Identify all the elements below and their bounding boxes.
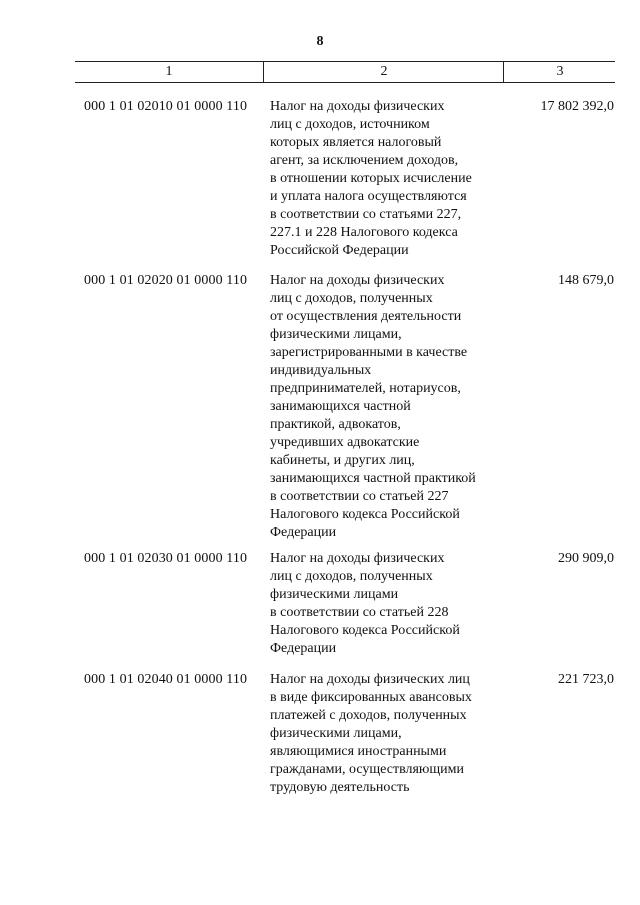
description-line: индивидуальных	[270, 363, 372, 378]
table-header	[75, 61, 615, 83]
description-line: Налогового кодекса Российской	[270, 507, 460, 522]
column-header-2: 2	[263, 62, 504, 82]
description-line: физическими лицами,	[270, 726, 402, 741]
description-line: Налог на доходы физических	[270, 551, 445, 566]
row-code: 000 1 01 02030 01 0000 110	[84, 551, 248, 566]
description-line: Федерации	[270, 641, 337, 656]
description-line: трудовую деятельность	[270, 780, 410, 795]
description-line: лиц с доходов, полученных	[270, 569, 433, 584]
description-line: которых является налоговый	[270, 135, 442, 150]
description-line: являющимися иностранными	[270, 744, 447, 759]
description-line: Налог на доходы физических	[270, 99, 445, 114]
description-line: Налогового кодекса Российской	[270, 623, 460, 638]
row-amount: 17 802 392,0	[540, 99, 614, 114]
page-number: 8	[316, 34, 324, 49]
description-line: занимающихся частной практикой	[270, 471, 476, 486]
description-line: в отношении которых исчисление	[270, 171, 472, 186]
row-description	[270, 671, 510, 797]
description-line: зарегистрированными в качестве	[270, 345, 468, 360]
description-line: занимающихся частной	[270, 399, 411, 414]
row-amount: 221 723,0	[558, 672, 614, 687]
description-line: практикой, адвокатов,	[270, 417, 401, 432]
row-description	[270, 550, 510, 658]
row-amount: 290 909,0	[558, 551, 614, 566]
description-line: гражданами, осуществляющими	[270, 762, 465, 777]
description-line: в соответствии со статьей 227	[270, 489, 449, 504]
row-description	[270, 272, 510, 542]
row-code: 000 1 01 02010 01 0000 110	[84, 99, 248, 114]
description-line: агент, за исключением доходов,	[270, 153, 459, 168]
description-line: физическими лицами,	[270, 327, 402, 342]
description-line: 227.1 и 228 Налогового кодекса	[270, 225, 458, 240]
description-line: Российской Федерации	[270, 243, 409, 258]
description-line: и уплата налога осуществляются	[270, 189, 467, 204]
description-line: Налог на доходы физических	[270, 273, 445, 288]
description-line: от осуществления деятельности	[270, 309, 462, 324]
description-line: в виде фиксированных авансовых	[270, 690, 472, 705]
row-code: 000 1 01 02040 01 0000 110	[84, 672, 248, 687]
row-code: 000 1 01 02020 01 0000 110	[84, 273, 248, 288]
description-line: кабинеты, и других лиц,	[270, 453, 415, 468]
description-line: Налог на доходы физических лиц	[270, 672, 470, 687]
row-amount: 148 679,0	[558, 273, 614, 288]
description-line: Федерации	[270, 525, 337, 540]
description-line: предпринимателей, нотариусов,	[270, 381, 461, 396]
column-header-1: 1	[165, 64, 173, 79]
description-line: платежей с доходов, полученных	[270, 708, 467, 723]
description-line: в соответствии со статьей 228	[270, 605, 449, 620]
column-header-3: 3	[503, 62, 616, 82]
description-line: физическими лицами	[270, 587, 399, 602]
description-line: лиц с доходов, полученных	[270, 291, 433, 306]
description-line: в соответствии со статьями 227,	[270, 207, 462, 222]
description-line: лиц с доходов, источником	[270, 117, 430, 132]
description-line: учредивших адвокатские	[270, 435, 420, 450]
row-description	[270, 98, 510, 260]
